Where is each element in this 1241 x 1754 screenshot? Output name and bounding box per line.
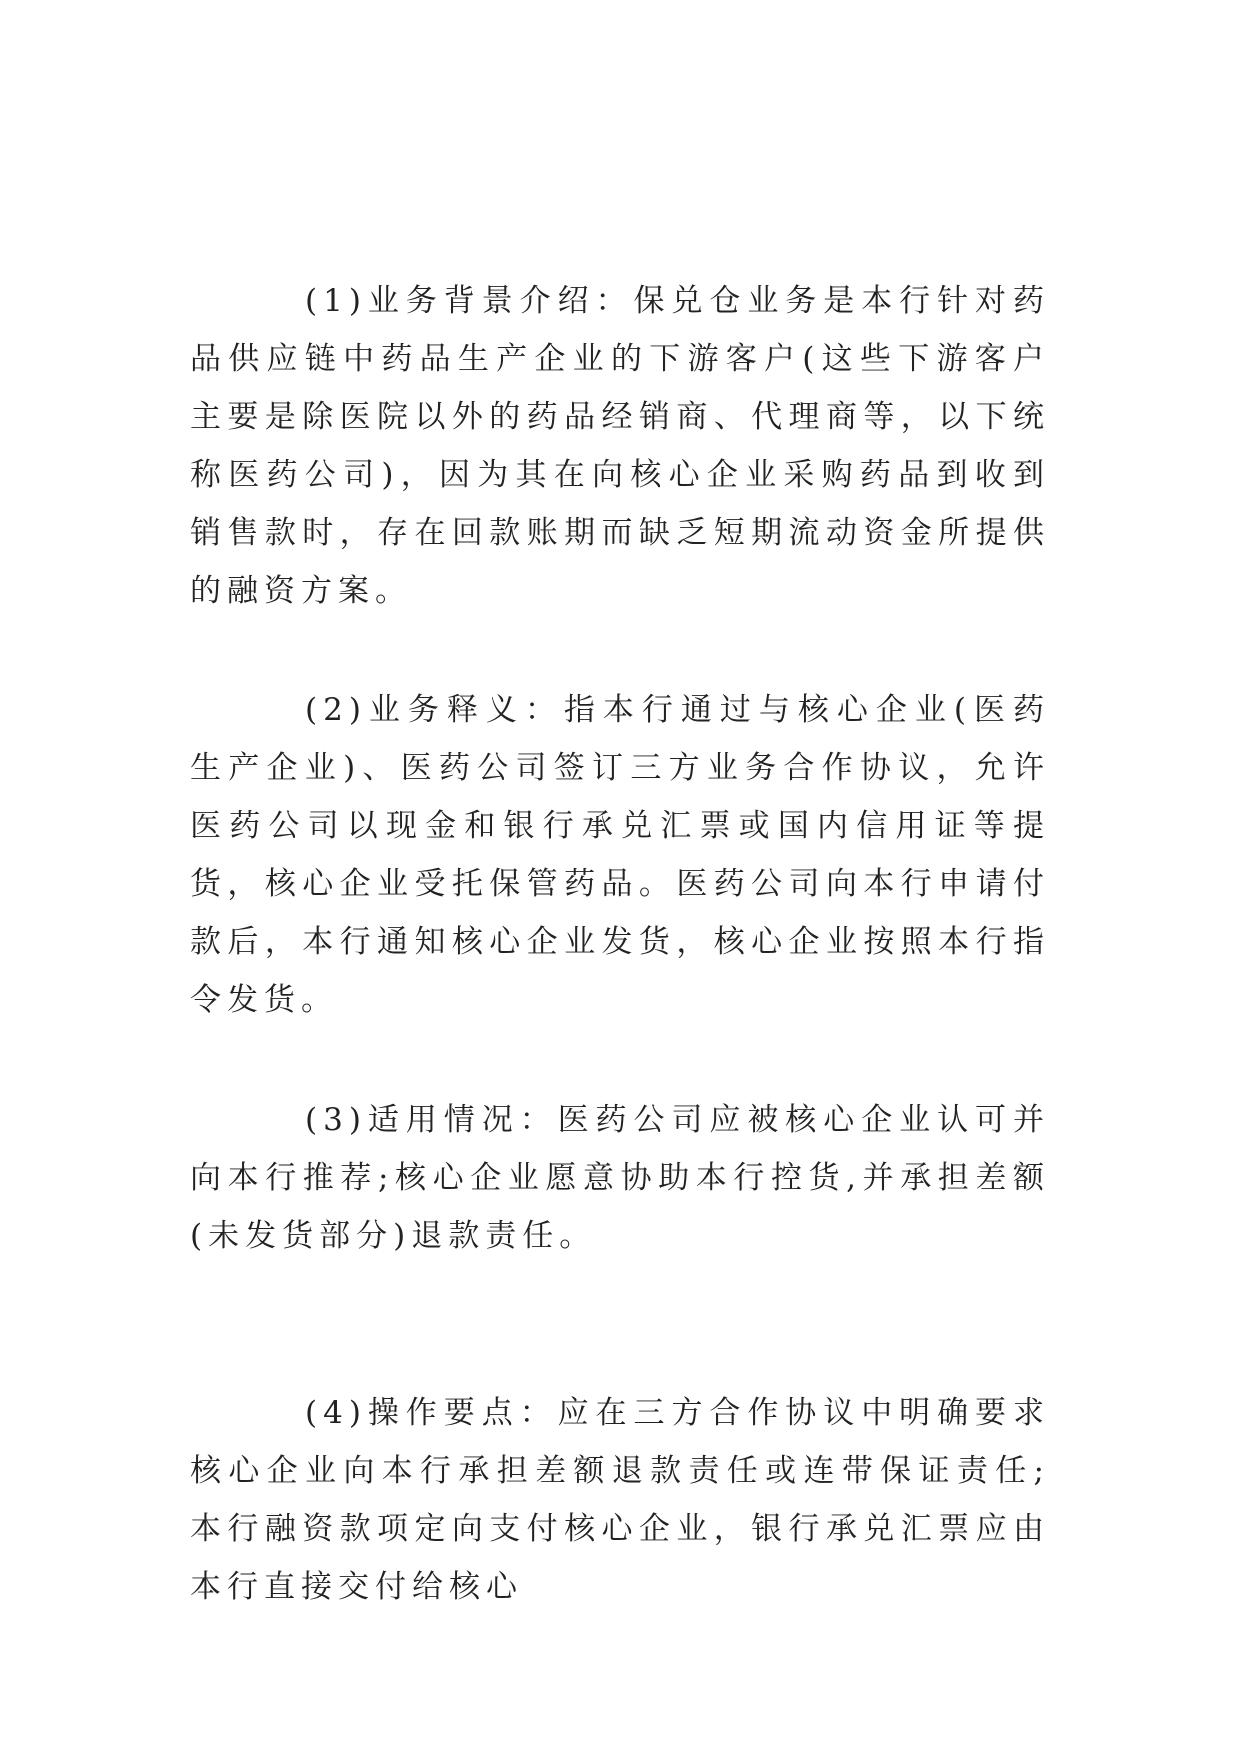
paragraph-business-definition: (2)业务释义：指本行通过与核心企业(医药生产企业)、医药公司签订三方业务合作协议，允许医药公司以现金和银行承兑汇票或国内信用证等提货，核心企业受托保管药品。医药公司向本行申请付款后，本行通知核心企业发货，核心企业按照本行指令发货。 [190,692,1050,1018]
paragraph-business-background: (1)业务背景介绍：保兑仓业务是本行针对药品供应链中药品生产企业的下游客户(这些下游客户主要是除医院以外的药品经销商、代理商等，以下统称医药公司)，因为其在向核心企业采购药品到收到销售款时，存在回款账期而缺乏短期流动资金所提供的融资方案。 [190,283,1050,609]
paragraph-operation-points: (4)操作要点：应在三方合作协议中明确要求核心企业向本行承担差额退款责任或连带保证责任;本行融资款项定向支付核心企业，银行承兑汇票应由本行直接交付给核心 [190,1395,1050,1605]
paragraph-applicable-conditions: (3)适用情况：医药公司应被核心企业认可并向本行推荐;核心企业愿意协助本行控货,并承担差额(未发货部分)退款责任。 [190,1102,1050,1254]
